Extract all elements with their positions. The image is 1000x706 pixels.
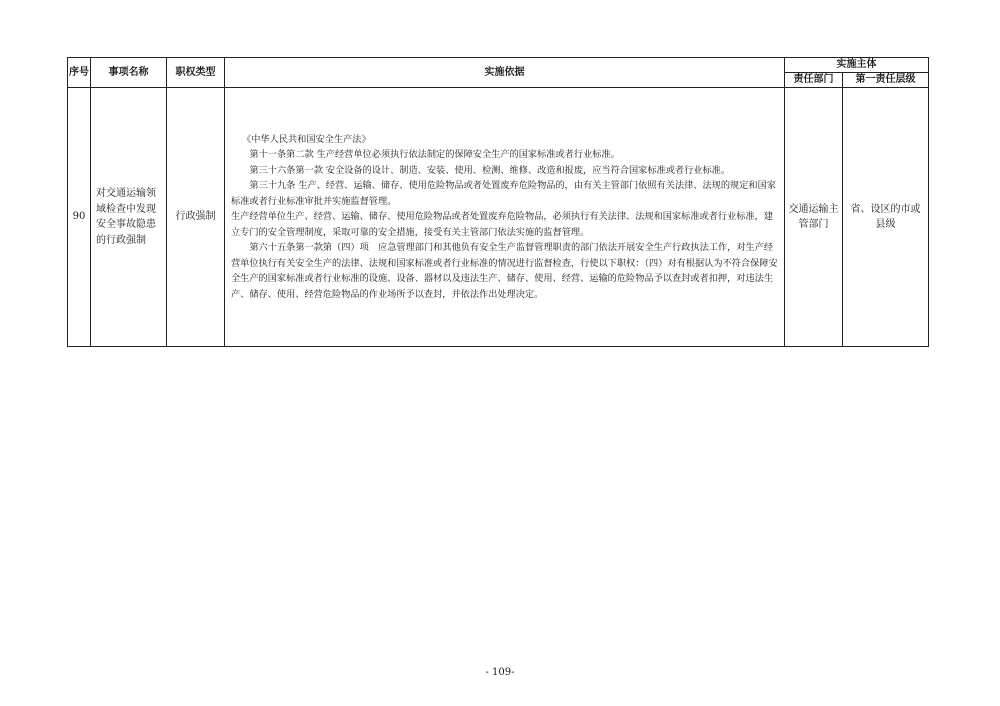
basis-law-title: 《中华人民共和国安全生产法》 bbox=[242, 133, 371, 145]
table-row bbox=[68, 88, 929, 347]
header-item-name: 事项名称 bbox=[91, 58, 167, 88]
row-level: 省、设区的市或县级 bbox=[843, 88, 929, 347]
header-level: 第一责任层级 bbox=[843, 73, 929, 88]
row-basis bbox=[225, 88, 785, 347]
basis-article-36: 第三十六条第一款 安全设备的设计、制造、安装、使用、检测、维修、改造和报废，应当符合国家标准或者行业标准。 bbox=[249, 164, 731, 176]
row-dept: 交通运输主管部门 bbox=[785, 88, 843, 347]
basis-article-65: 第六十五条第一款第（四）项 应急管理部门和其他负有安全生产监督管理职责的部门依法开展安全生产行政执法工作，对生产经营单位执行有关安全生产的法律、法规和国家标准或者行业标准的情况进行监督检查，行使以下职权：（四）对有根据认为不符合保障安全生产的国家标准或者行业标准的设施、设备、器材以及违法生产、储存、使用、经营、运输的危险物品予以查封或者扣押，对违法生产、储存、使用、经营危险物品的作业场所予以查封，并依法作出处理决定。 bbox=[231, 242, 778, 300]
header-basis: 实施依据 bbox=[225, 58, 785, 88]
page-number: - 109- bbox=[485, 667, 515, 678]
basis-article-39: 第三十九条 生产、经营、运输、储存、使用危险物品或者处置废弃危险物品的，由有关主管部门依照有关法律、法规的规定和国家标准或者行业标准审批并实施监督管理。 bbox=[231, 180, 776, 207]
header-seq: 序号 bbox=[68, 58, 91, 88]
row-item-name: 对交通运输领域检查中发现安全事故隐患的行政强制 bbox=[91, 88, 167, 347]
power-list-table bbox=[67, 57, 929, 347]
header-subject: 实施主体 bbox=[785, 58, 929, 73]
row-seq: 90 bbox=[68, 88, 91, 347]
basis-article-11: 第十一条第二款 生产经营单位必须执行依法制定的保障安全生产的国家标准或者行业标准。 bbox=[249, 149, 620, 161]
basis-article-39-para2: 生产经营单位生产、经营、运输、储存、使用危险物品或者处置废弃危险物品，必须执行有关法律、法规和国家标准或者行业标准，建立专门的安全管理制度，采取可靠的安全措施，接受有关主管部门依法实施的监督管理。 bbox=[231, 211, 774, 238]
header-dept: 责任部门 bbox=[785, 73, 843, 88]
header-power-type: 职权类型 bbox=[167, 58, 225, 88]
row-power-type: 行政强制 bbox=[167, 88, 225, 347]
